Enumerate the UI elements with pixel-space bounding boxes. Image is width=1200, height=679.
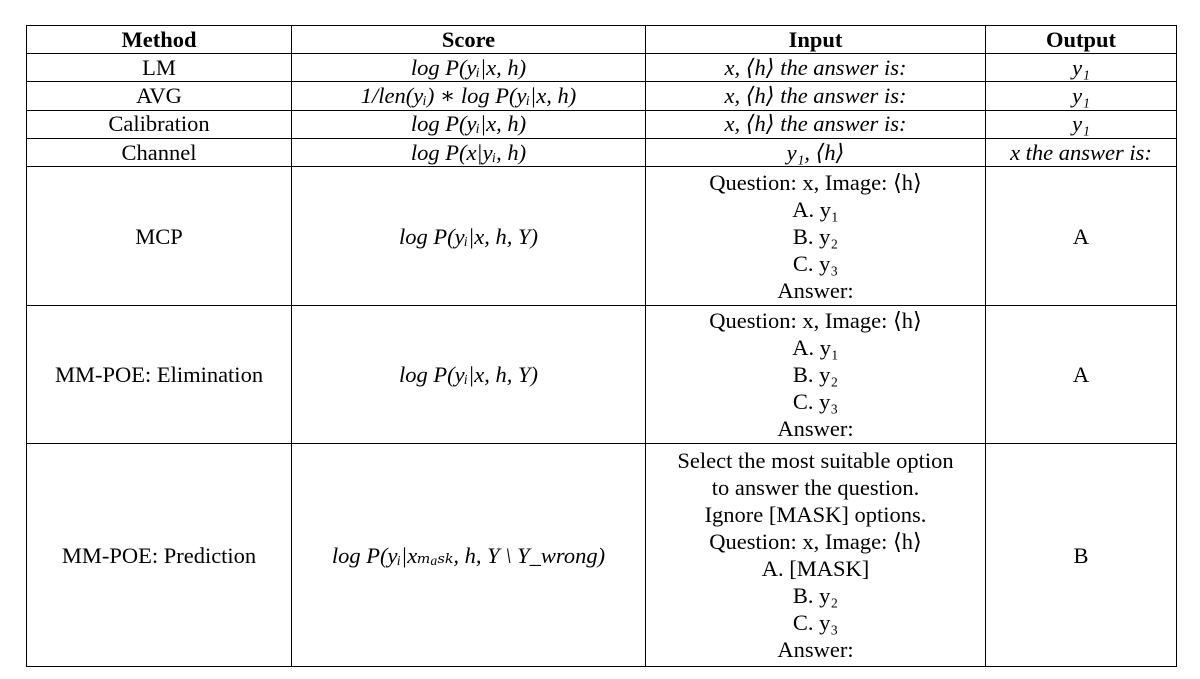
header-input: Input (646, 26, 986, 54)
input-cell: x, ⟨h⟩ the answer is: (646, 54, 986, 82)
header-score: Score (292, 26, 646, 54)
methods-table (26, 25, 1177, 667)
input-line: Question: x, Image: ⟨h⟩ (709, 308, 922, 334)
output-cell: B (986, 444, 1177, 667)
table-row (27, 444, 1177, 667)
method-cell: Calibration (27, 110, 292, 138)
table-row (27, 139, 1177, 167)
input-line: Select the most suitable option (677, 448, 954, 474)
method-cell: LM (27, 54, 292, 82)
score-cell: log P(x|yᵢ, h) (292, 139, 646, 167)
output-cell: A (986, 167, 1177, 306)
input-line: A. y₁ (792, 196, 839, 222)
input-line: C. y₃ (792, 250, 839, 276)
input-cell: y₁, ⟨h⟩ (646, 139, 986, 167)
score-cell: log P(yᵢ|x, h, Y) (292, 306, 646, 444)
output-cell: x the answer is: (986, 139, 1177, 167)
output-cell: y₁ (986, 110, 1177, 138)
header-row (27, 26, 1177, 54)
method-cell: MM-POE: Elimination (27, 306, 292, 444)
header-method: Method (27, 26, 292, 54)
table-row (27, 306, 1177, 444)
input-line: Ignore [MASK] options. (704, 502, 927, 528)
method-cell: MCP (27, 167, 292, 306)
input-line: Answer: (777, 637, 854, 663)
input-line: C. y₃ (792, 389, 839, 415)
output-cell: y₁ (986, 82, 1177, 110)
score-cell: 1/len(yᵢ) ∗ log P(yᵢ|x, h) (292, 82, 646, 110)
input-cell: x, ⟨h⟩ the answer is: (646, 110, 986, 138)
method-cell: MM-POE: Prediction (27, 444, 292, 667)
table-row (27, 82, 1177, 110)
score-cell: log P(yᵢ|x, h) (292, 110, 646, 138)
input-cell: x, ⟨h⟩ the answer is: (646, 82, 986, 110)
score-cell: log P(yᵢ|xₘₐₛₖ, h, Y \ Y_wrong) (292, 444, 646, 667)
score-cell: log P(yᵢ|x, h, Y) (292, 167, 646, 306)
input-line: A. y₁ (792, 335, 839, 361)
output-cell: A (986, 306, 1177, 444)
header-output: Output (986, 26, 1177, 54)
table-row (27, 110, 1177, 138)
method-cell: Channel (27, 139, 292, 167)
input-line: Answer: (777, 416, 854, 442)
input-line: B. y₂ (792, 583, 839, 609)
method-cell: AVG (27, 82, 292, 110)
input-line: Question: x, Image: ⟨h⟩ (709, 529, 922, 555)
output-cell: y₁ (986, 54, 1177, 82)
input-cell (646, 444, 986, 667)
input-line: Answer: (777, 277, 854, 303)
input-cell (646, 306, 986, 444)
input-line: C. y₃ (792, 610, 839, 636)
table-row (27, 54, 1177, 82)
input-line: Question: x, Image: ⟨h⟩ (709, 169, 922, 195)
score-cell: log P(yᵢ|x, h) (292, 54, 646, 82)
input-line: A. [MASK] (761, 556, 870, 582)
input-line: B. y₂ (792, 362, 839, 388)
input-line: to answer the question. (711, 475, 920, 501)
table-row (27, 167, 1177, 306)
input-line: B. y₂ (792, 223, 839, 249)
input-cell (646, 167, 986, 306)
